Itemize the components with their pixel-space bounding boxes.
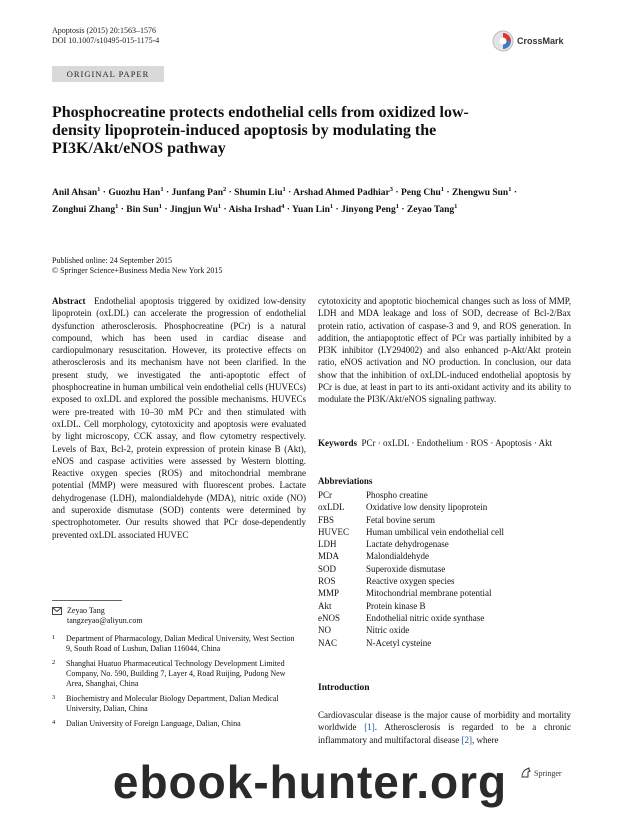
author-name: Anil Ahsan$^1$ xyxy=(52,186,101,199)
author-affiliation-mark: 1 xyxy=(217,203,222,211)
author-name: Bin Sun$^1$ xyxy=(126,203,163,216)
keywords-text: PCr · oxLDL · Endothelium · ROS · Apoptosis · Akt xyxy=(361,438,553,448)
abbreviation-definition: Mitochondrial membrane potential xyxy=(366,588,492,599)
author-list xyxy=(52,183,552,217)
abbreviation-definition: Phospho creatine xyxy=(366,490,428,500)
journal-info xyxy=(52,26,159,46)
author-affiliation-mark: 1 xyxy=(97,186,101,193)
author-name: Aisha Irshad$^4$ xyxy=(228,203,285,216)
author-separator: · xyxy=(393,188,401,199)
intro-part2: . Atherosclerosis is regarded to be a chronic inflammatory and multifactoral disease xyxy=(318,722,571,745)
publisher-name: Springer xyxy=(534,768,562,778)
keywords-label: Keywords xyxy=(318,438,357,448)
abbreviation-definition: Protein kinase B xyxy=(366,600,426,611)
author-separator: · xyxy=(285,188,294,199)
author-name: Yuan Lin$^1$ xyxy=(291,203,334,216)
abbreviation-row xyxy=(318,550,571,562)
author-separator: · xyxy=(163,188,172,199)
abbreviation-term: NO xyxy=(318,625,331,636)
affiliation-text: Shanghai Huatuo Pharmaceutical Technology Development Limited Company, No. 590, Building 7, Layer 4, Road Ruijing, Pudong New Area, Shanghai, China xyxy=(66,659,286,688)
affiliation-number: 1 xyxy=(52,634,56,641)
abbreviation-row xyxy=(318,514,571,526)
abbreviation-definition: Superoxide dismutase xyxy=(366,563,446,574)
author-name: Zhengwu Sun$^1$ xyxy=(451,186,512,199)
abbreviation-term: MDA xyxy=(318,551,340,562)
paper-title: Phosphocreatine protects endothelial cells from oxidized low-density lipoprotein-induced apoptosis by modulating the PI3K/Akt/eNOS pathway xyxy=(52,104,469,157)
abstract-left xyxy=(52,295,306,541)
author-affiliation-mark: 2 xyxy=(223,186,227,193)
abbreviations-list xyxy=(318,489,571,649)
ref-link-2[interactable]: [2] xyxy=(461,734,472,745)
envelope-icon xyxy=(52,607,62,615)
abbreviation-term: eNOS xyxy=(318,612,340,623)
abbreviation-row xyxy=(318,612,571,624)
author-name: Guozhu Han$^1$ xyxy=(108,186,164,199)
affiliation-item xyxy=(52,694,296,714)
abbreviation-definition: Nitric oxide xyxy=(366,625,410,636)
abstract-right: cytotoxicity and apoptotic biochemical changes such as loss of MMP, LDH and MDA leakage and loss of SOD, decrease of Bcl-2/Bax protein ratio, activation of caspase-3 and 9, and ROS generation. In addition, the antiapoptotic effect of PCr was partially inhibited by a PI3K inhibitor (LY294002) and also enhanced p-Akt/Akt protein ratio, eNOS activation and NO production. In conclusion, our data show that the inhibition of oxLDL-induced endothelial apoptosis by PCr is due, at least in part to its anti-oxidant activity and its ability to modulate the PI3K/Akt/eNOS signaling pathway. xyxy=(318,296,571,405)
abbreviation-definition: N-Acetyl cysteine xyxy=(366,637,432,648)
abbreviation-term: PCr xyxy=(318,490,333,500)
abbreviation-row xyxy=(318,563,571,575)
crossmark-icon xyxy=(492,30,514,52)
abbreviation-row xyxy=(318,538,571,550)
abbreviation-term: oxLDL xyxy=(318,502,345,513)
affiliation-number: 4 xyxy=(52,719,56,726)
abbreviation-row xyxy=(318,587,571,599)
keywords xyxy=(318,437,571,449)
correspondence-name: Zeyao Tang xyxy=(67,606,105,615)
author-name: Jingjun Wu$^1$ xyxy=(169,203,222,216)
affiliation-text: Biochemistry and Molecular Biology Department, Dalian Medical University, Dalian, China xyxy=(66,694,279,713)
publication-info xyxy=(52,256,222,276)
author-name: Peng Chu$^1$ xyxy=(400,186,445,199)
affiliation-text: Department of Pharmacology, Dalian Medical University, West Section 9, South Road of Lushun, Dalian 116044, China xyxy=(66,634,295,653)
abbreviation-row xyxy=(318,501,571,513)
intro-part3: , where xyxy=(471,734,499,745)
abbreviation-definition: Endothelial nitric oxide synthase xyxy=(366,612,485,623)
correspondence-email[interactable]: tangzeyao@aliyun.com xyxy=(67,616,143,625)
abbreviation-row xyxy=(318,575,571,587)
author-name: Shumin Liu$^1$ xyxy=(234,186,286,199)
introduction-heading: Introduction xyxy=(318,683,370,693)
abbreviation-term: ROS xyxy=(318,576,336,587)
section-badge: ORIGINAL PAPER xyxy=(52,66,164,82)
abbreviation-term: MMP xyxy=(318,588,340,599)
author-separator: · xyxy=(444,188,452,199)
author-affiliation-mark: 1 xyxy=(508,186,512,193)
journal-line: Apoptosis (2015) 20:1563–1576 xyxy=(52,26,156,35)
abbreviation-term: Akt xyxy=(318,600,332,611)
footnote-separator xyxy=(52,600,122,601)
ref-link-1[interactable]: [1] xyxy=(364,722,375,733)
author-affiliation-mark: 1 xyxy=(158,203,163,211)
abbreviation-term: LDH xyxy=(318,539,337,550)
abbreviation-row xyxy=(318,637,571,649)
abbreviations-title: Abbreviations xyxy=(318,476,373,486)
author-separator: · xyxy=(333,205,342,216)
author-separator: · xyxy=(226,188,235,199)
author-separator: · xyxy=(162,205,170,216)
author-name: Junfang Pan$^2$ xyxy=(171,186,227,199)
abbreviation-definition: Reactive oxygen species xyxy=(366,576,455,587)
author-affiliation-mark: 1 xyxy=(115,203,119,211)
affiliation-item xyxy=(52,634,296,654)
intro-part1: Cardiovascular disease is the major cause of morbidity and mortality worldwide xyxy=(318,710,571,733)
author-separator: · xyxy=(221,205,229,216)
abbreviation-definition: Malondialdehyde xyxy=(366,551,429,562)
author-separator: · xyxy=(284,205,292,216)
affiliation-item xyxy=(52,719,296,729)
author-name: Arshad Ahmed Padhiar$^3$ xyxy=(293,186,394,199)
author-affiliation-mark: 1 xyxy=(395,203,399,211)
affiliation-item xyxy=(52,659,296,689)
author-name: Jinyong Peng$^1$ xyxy=(341,203,399,216)
crossmark-label: CrossMark xyxy=(517,36,564,46)
doi-line[interactable]: DOI 10.1007/s10495-015-1175-4 xyxy=(52,36,160,45)
author-affiliation-mark: 1 xyxy=(454,203,458,211)
abbreviation-definition: Human umbilical vein endothelial cell xyxy=(366,526,504,537)
author-separator: · xyxy=(100,188,109,199)
abbreviation-definition: Oxidative low density lipoprotein xyxy=(366,502,488,513)
abbreviation-definition: Lactate dehydrogenase xyxy=(366,539,449,550)
abbreviation-row xyxy=(318,624,571,636)
author-separator: · xyxy=(118,205,127,216)
abbreviation-row xyxy=(318,600,571,612)
affiliation-text: Dalian University of Foreign Language, Dalian, China xyxy=(66,719,241,728)
author-separator: · xyxy=(511,188,518,199)
author-affiliation-mark: 1 xyxy=(282,186,286,193)
abbreviation-term: NAC xyxy=(318,637,338,648)
correspondence xyxy=(52,606,143,626)
affiliation-list xyxy=(52,634,296,734)
affiliation-number: 3 xyxy=(52,694,56,701)
watermark-text: ebook-hunter.org xyxy=(112,756,508,808)
introduction-text xyxy=(318,709,571,746)
author-affiliation-mark: 4 xyxy=(281,203,285,211)
abbreviation-term: HUVEC xyxy=(318,526,349,537)
abstract-text-left: Endothelial apoptosis triggered by oxidized low-density lipoprotein (oxLDL) can accelerate the progression of endothelial dysfunction atherosclerosis. Phosphocreatine (PCr) is a natural compound, which has been used in cardiac disease and cardiopulmonary resuscitation. However, its protective effects on atherosclerosis and its mechanism have not been clarified. In the present study, we investigated the anti-apoptotic effect of phosphocreatine in human umbilical vein endothelial cells (HUVECs) exposed to oxLDL and explored the possible mechanisms. HUVECs were pre-treated with 10–30 mM PCr and then stimulated with oxLDL. Cell morphology, cytotoxicity and apoptosis were evaluated by light microscopy, CCK assay, and flow cytometry respectively. Levels of Bax, Bcl-2, protein expression of protein kinase B (Akt), eNOS and caspase activities were assessed by Western blotting. Reactive oxygen species (ROS) and mitochondrial membrane potential (MMP) were measured with fluorescent probes. Lactate dehydrogenase (LDH), malondialdehyde (MDA), nitric oxide (NO) and superoxide dismutase (SOD) contents were determined by spectrophotometer. Our results showed that PCr dose-dependently prevented oxLDL associated HUVEC xyxy=(52,296,307,540)
crossmark-badge[interactable] xyxy=(492,30,564,52)
abbreviation-row xyxy=(318,526,571,538)
author-affiliation-mark: 1 xyxy=(329,203,334,211)
abstract-label: Abstract xyxy=(52,296,86,306)
abbreviation-term: FBS xyxy=(318,514,335,525)
copyright-line: © Springer Science+Business Media New York 2015 xyxy=(52,266,223,275)
affiliation-number: 2 xyxy=(52,659,56,666)
author-name: Zonghui Zhang$^1$ xyxy=(52,203,119,216)
author-affiliation-mark: 1 xyxy=(440,186,445,193)
abbreviation-term: SOD xyxy=(318,563,337,574)
published-date: Published online: 24 September 2015 xyxy=(52,256,172,265)
author-name: Zeyao Tang$^1$ xyxy=(406,203,458,216)
abbreviation-definition: Fetal bovine serum xyxy=(366,514,435,525)
abbreviation-row xyxy=(318,489,571,501)
author-affiliation-mark: 3 xyxy=(389,186,394,193)
author-affiliation-mark: 1 xyxy=(160,186,164,193)
author-separator: · xyxy=(398,205,407,216)
